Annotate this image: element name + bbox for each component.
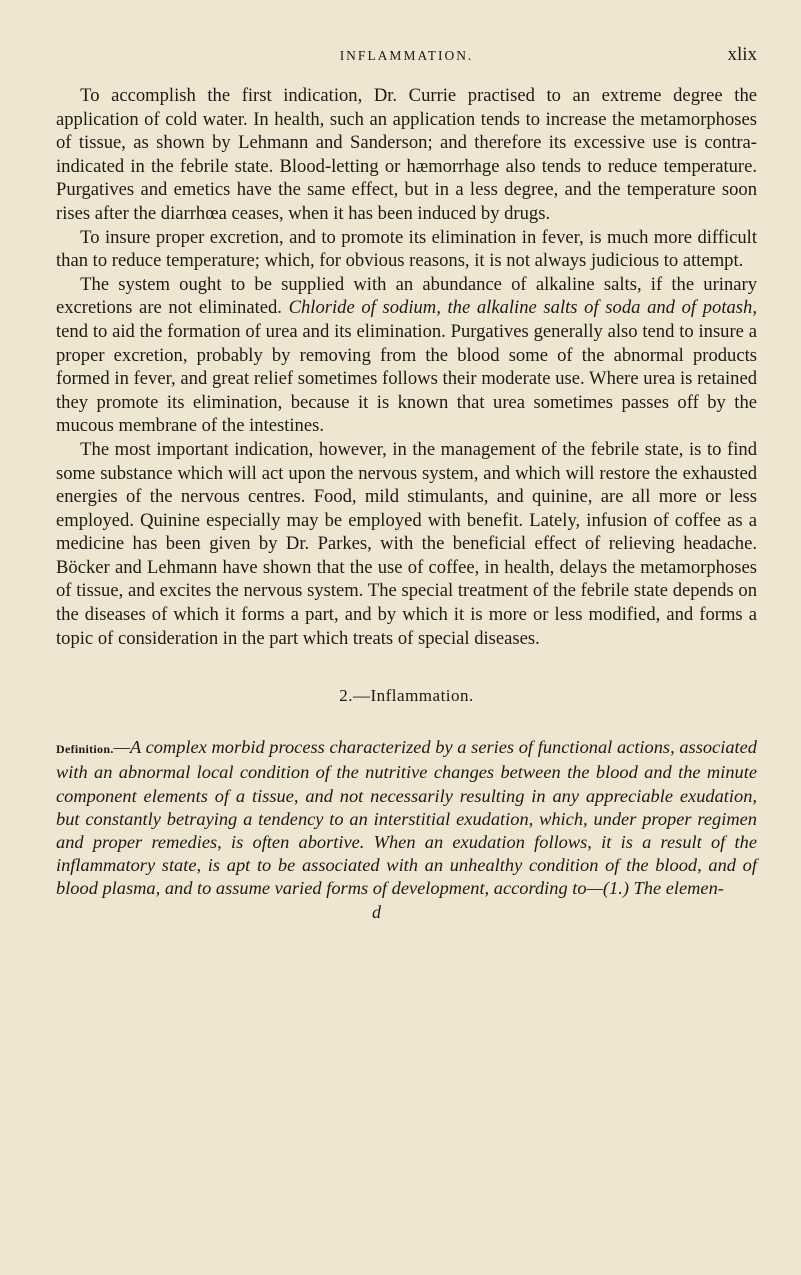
paragraph-alkaline-salts-rest: tend to aid the formation of urea and its elimination. Purgatives generally also tend to insure a proper excretion, probably by removing from the blood some of the abnormal products formed in fever, and great relief sometimes follows their moderate use. Where urea is retained they promote its elimination, because it is known that urea sometimes passes off by the mucous membrane of the intestines. bbox=[56, 320, 757, 437]
paragraph-nervous-system: The most important indication, however, in the management of the febrile state, is to find some substance which will act upon the nervous system, and which will restore the exhausted energies of the nervous centres. Food, mild stimulants, and quinine, are all more or less employed. Quinine especially may be employed with benefit. Lately, infusion of coffee as a medicine has been given by Dr. Parkes, with the beneficial effect of relieving headache. Böcker and Lehmann have shown that the use of coffee, in health, delays the metamorphoses of tissue, and excites the nervous system. The special treatment of the febrile state depends on the diseases of which it forms a part, and by which it is more or less modified, and forms a topic of consideration in the part which treats of special diseases. bbox=[56, 438, 757, 649]
running-title: INFLAMMATION. bbox=[339, 48, 474, 63]
paragraph-alkaline-salts-lead: The system ought to be supplied with an abundance of alkaline salts, if the urinary excretions are not eliminated. bbox=[56, 273, 757, 319]
section-heading: 2.—Inflammation. bbox=[339, 686, 474, 706]
paragraph-alkaline-salts bbox=[56, 273, 757, 438]
definition-paragraph bbox=[56, 736, 757, 900]
paragraph-excretion: To insure proper excretion, and to promote its elimination in fever, is much more difficult than to reduce temperature; which, for obvious reasons, it is not always judicious to attempt. bbox=[56, 226, 757, 272]
italic-alkaline-salts: the alkaline salts of soda and of potash, bbox=[447, 297, 757, 319]
paragraph-cold-water: To accomplish the first indication, Dr. Currie practised to an extreme degree the application of cold water. In health, such an application tends to increase the metamorphoses of tissue, as shown by Lehmann and Sanderson; and therefore its excessive use is contra-indicated in the febrile state. Blood-letting or hæmorrhage also tends to reduce temperature. Purgatives and emetics have the same effect, but in a less degree, and the temperature soon rises after the diarrhœa ceases, when it has been induced by drugs. bbox=[56, 85, 757, 224]
definition-side-head: Definition. bbox=[56, 742, 114, 757]
definition-text: —A complex morbid process characterized by a series of functional actions, associated with an abnormal local condition of the nutritive changes between the blood and the minute component elements of a tissue, and not necessarily resulting in any appreciable exudation, but constantly betraying a tendency to an interstitial exudation, which, under proper regimen and proper remedies, is often abortive. When an exudation follows, it is a result of the inflammatory state, is apt to be associated with an unhealthy condition of the blood, and of blood plasma, and to assume varied forms of development, according to—(1.) The elemen- bbox=[56, 737, 757, 899]
page-number: xlix bbox=[727, 44, 757, 65]
body-text bbox=[56, 84, 757, 650]
italic-chloride-of-sodium: Chloride of sodium, bbox=[288, 297, 441, 319]
running-head bbox=[56, 36, 757, 84]
signature-mark: d bbox=[372, 901, 381, 922]
